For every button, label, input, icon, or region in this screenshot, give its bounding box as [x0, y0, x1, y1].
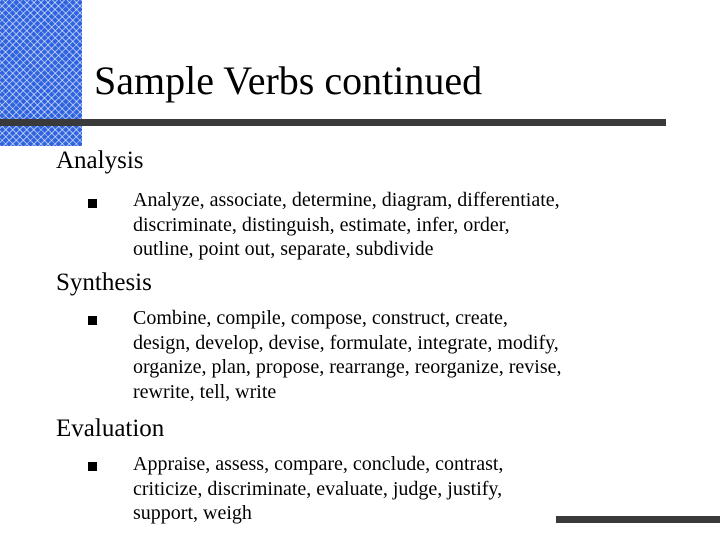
- bullet-icon: [88, 199, 97, 208]
- body-line: support, weigh: [133, 502, 252, 524]
- body-line: design, develop, devise, formulate, integrate, modify,: [133, 331, 559, 354]
- body-line: outline, point out, separate, subdivide: [133, 238, 434, 260]
- slide-title: Sample Verbs continued: [94, 58, 483, 103]
- bullet-icon: [88, 462, 97, 471]
- section-body-analysis: [133, 188, 673, 262]
- section-heading-analysis: Analysis: [56, 147, 144, 174]
- section-heading-synthesis: Synthesis: [56, 269, 152, 296]
- body-line: criticize, discriminate, evaluate, judge, justify,: [133, 477, 503, 500]
- section-body-synthesis: [133, 306, 673, 404]
- body-line: rewrite, tell, write: [133, 380, 277, 403]
- body-line: organize, plan, propose, rearrange, reorganize, revise,: [133, 356, 562, 378]
- body-line: Appraise, assess, compare, conclude, contrast,: [133, 453, 504, 475]
- bullet-icon: [88, 316, 97, 325]
- section-heading-evaluation: Evaluation: [56, 415, 165, 442]
- section-body-evaluation: [133, 452, 673, 526]
- body-line: Analyze, associate, determine, diagram, differentiate,: [133, 189, 560, 211]
- body-line: discriminate, distinguish, estimate, infer, order,: [133, 213, 510, 236]
- body-line: Combine, compile, compose, construct, create,: [133, 307, 508, 329]
- title-divider: [0, 119, 666, 126]
